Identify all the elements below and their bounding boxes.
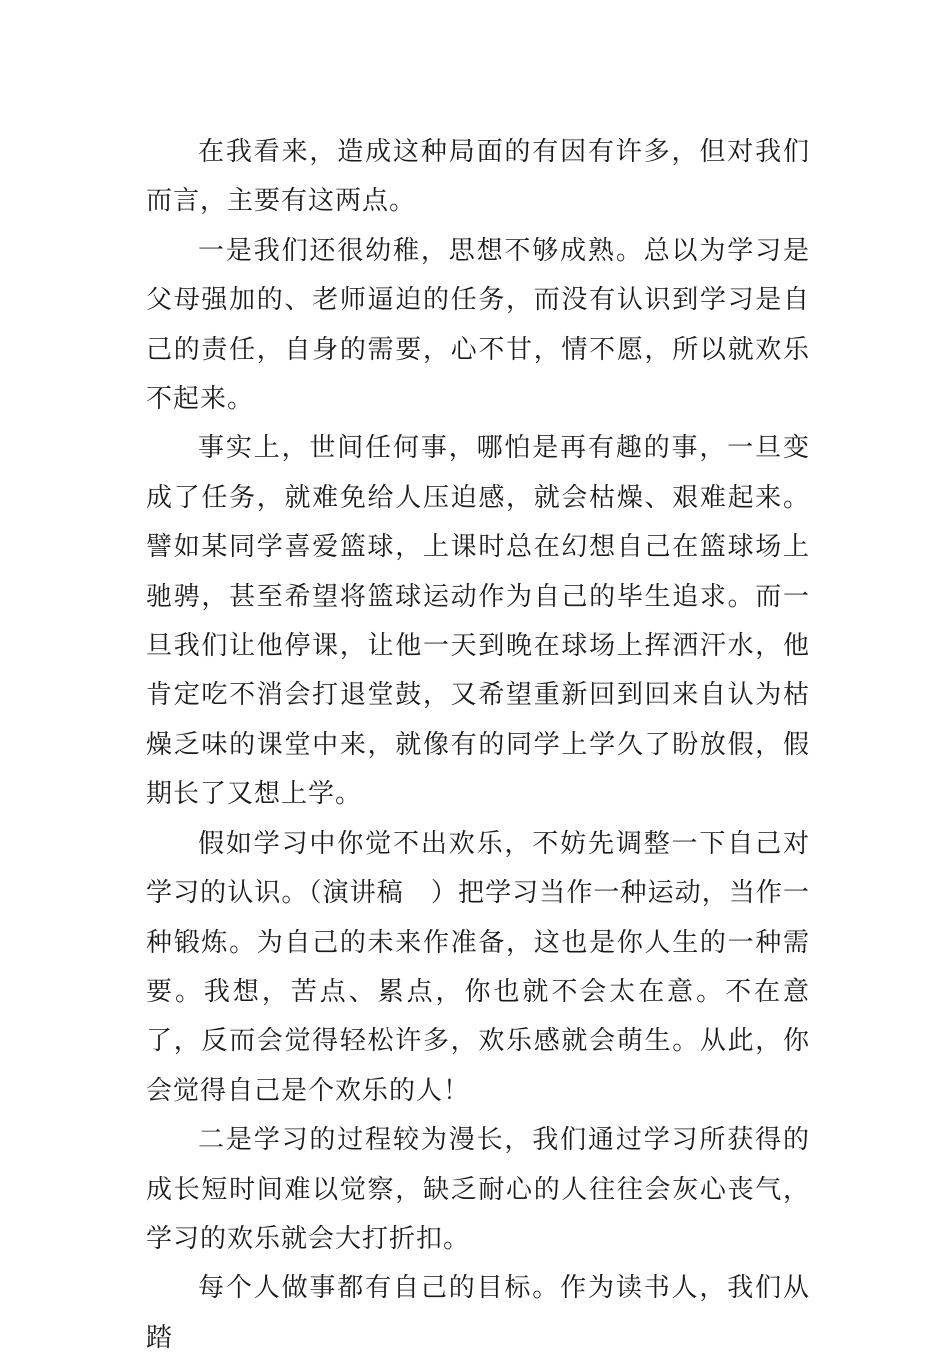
paragraph-1: 在我看来，造成这种局面的有因有许多，但对我们而言，主要有这两点。: [146, 137, 810, 217]
paragraph-2: 一是我们还很幼稚，思想不够成熟。总以为学习是父母强加的、老师逼迫的任务，而没有认识到学习是自己的责任，自身的需要，心不甘，情不愿，所以就欢乐不起来。: [146, 235, 810, 415]
paragraph-4: 假如学习中你觉不出欢乐，不妨先调整一下自己对学习的认识。（演讲稿 ）把学习当作一种运动，当作一种锻炼。为自己的未来作准备，这也是你人生的一种需要。我想，苦点、累点，你也就不会太在意。不在意了，反而会觉得轻松许多，欢乐感就会萌生。从此，你会觉得自己是个欢乐的人！: [146, 828, 810, 1106]
paragraph-5: 二是学习的过程较为漫长，我们通过学习所获得的成长短时间难以觉察，缺乏耐心的人往往会灰心丧气，学习的欢乐就会大打折扣。: [146, 1125, 810, 1254]
paragraph-3: 事实上，世间任何事，哪怕是再有趣的事，一旦变成了任务，就难免给人压迫感，就会枯燥、艰难起来。譬如某同学喜爱篮球，上课时总在幻想自己在篮球场上驰骋，甚至希望将篮球运动作为自己的毕生追求。而一旦我们让他停课，让他一天到晚在球场上挥洒汗水，他肯定吃不消会打退堂鼓，又希望重新回到回来自认为枯燥乏味的课堂中来，就像有的同学上学久了盼放假，假期长了又想上学。: [146, 433, 810, 810]
document-body: [146, 128, 810, 1363]
paragraph-6: 每个人做事都有自己的目标。作为读书人，我们从踏: [146, 1273, 810, 1353]
